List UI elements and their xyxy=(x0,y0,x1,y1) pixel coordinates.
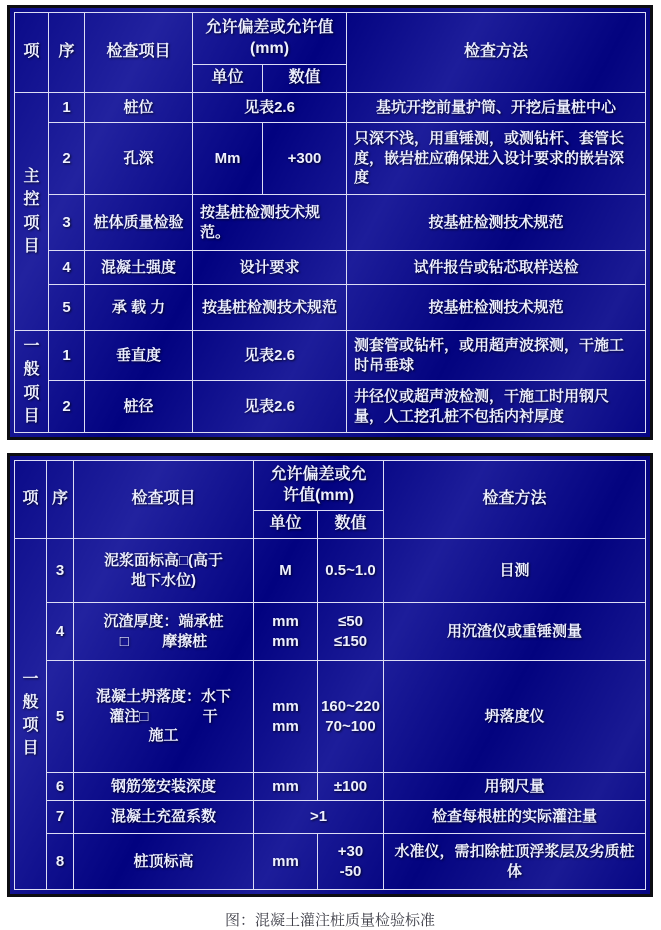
table-row xyxy=(15,801,646,834)
inspection-table-bottom xyxy=(7,453,653,897)
table1-header-value: 数值 xyxy=(263,65,347,93)
table2-header-item: 项 xyxy=(15,461,47,539)
row-method: 试件报告或钻芯取样送检 xyxy=(347,251,646,285)
row-method: 按基桩检测技术规范 xyxy=(347,195,646,251)
row-name: 桩体质量检验 xyxy=(85,195,193,251)
row-name: 承 载 力 xyxy=(85,285,193,331)
row-name: 混凝土强度 xyxy=(85,251,193,285)
row-tolerance: 见表2.6 xyxy=(193,93,347,123)
row-name: 钢筋笼安装深度 xyxy=(74,773,254,801)
row-name: 沉渣厚度：端承桩 □ 摩擦桩 xyxy=(74,603,254,661)
row-seq: 1 xyxy=(49,331,85,381)
row-seq: 1 xyxy=(49,93,85,123)
row-unit: mm xyxy=(254,834,318,890)
row-method: 按基桩检测技术规范 xyxy=(347,285,646,331)
row-name: 混凝土坍落度：水下 灌注□ 干 施工 xyxy=(74,661,254,773)
table2-header-unit: 单位 xyxy=(254,511,318,539)
row-value: ±100 xyxy=(318,773,384,801)
row-seq: 6 xyxy=(47,773,74,801)
table-row xyxy=(15,93,646,123)
table-row xyxy=(15,381,646,433)
row-name: 桩径 xyxy=(85,381,193,433)
row-unit: Mm xyxy=(193,123,263,195)
row-method: 测套管或钻杆，或用超声波探测，干施工时吊垂球 xyxy=(347,331,646,381)
table2-header-row xyxy=(15,461,646,511)
group-label-general: 一 般 项 目 xyxy=(15,331,49,433)
row-name: 泥浆面标高□(高于 地下水位) xyxy=(74,539,254,603)
table-row xyxy=(15,661,646,773)
row-seq: 5 xyxy=(49,285,85,331)
table2-header-inspection: 检查项目 xyxy=(74,461,254,539)
row-unit: mm mm xyxy=(254,603,318,661)
table1-header-tolerance: 允许偏差或允许值 (mm) xyxy=(193,13,347,65)
table2-header-value: 数值 xyxy=(318,511,384,539)
row-method: 只深不浅，用重锤测，或测钻杆、套管长度，嵌岩桩应确保进入设计要求的嵌岩深度 xyxy=(347,123,646,195)
row-method: 目测 xyxy=(384,539,646,603)
row-seq: 2 xyxy=(49,123,85,195)
row-seq: 4 xyxy=(49,251,85,285)
table-row xyxy=(15,603,646,661)
row-method: 坍落度仪 xyxy=(384,661,646,773)
group-label-general: 一 般 项 目 xyxy=(15,539,47,890)
row-tolerance: 见表2.6 xyxy=(193,331,347,381)
table1-header-inspection: 检查项目 xyxy=(85,13,193,93)
row-unit: mm mm xyxy=(254,661,318,773)
row-seq: 3 xyxy=(49,195,85,251)
row-tolerance: 见表2.6 xyxy=(193,381,347,433)
row-seq: 5 xyxy=(47,661,74,773)
row-name: 混凝土充盈系数 xyxy=(74,801,254,834)
table-row xyxy=(15,285,646,331)
table-row xyxy=(15,834,646,890)
row-unit: M xyxy=(254,539,318,603)
row-value: ≤50 ≤150 xyxy=(318,603,384,661)
row-method: 用钢尺量 xyxy=(384,773,646,801)
table-row xyxy=(15,331,646,381)
row-seq: 8 xyxy=(47,834,74,890)
row-name: 桩顶标高 xyxy=(74,834,254,890)
row-seq: 3 xyxy=(47,539,74,603)
row-name: 垂直度 xyxy=(85,331,193,381)
table-row xyxy=(15,539,646,603)
row-value: +30 -50 xyxy=(318,834,384,890)
table-row xyxy=(15,195,646,251)
row-value: +300 xyxy=(263,123,347,195)
row-method: 基坑开挖前量护筒、开挖后量桩中心 xyxy=(347,93,646,123)
table2-header-method: 检查方法 xyxy=(384,461,646,539)
row-tolerance: 按基桩检测技术规范 xyxy=(193,285,347,331)
table2-header-tolerance: 允许偏差或允 许值(mm) xyxy=(254,461,384,511)
row-value: 160~220 70~100 xyxy=(318,661,384,773)
table1-header-method: 检查方法 xyxy=(347,13,646,93)
row-method: 水准仪，需扣除桩顶浮浆层及劣质桩体 xyxy=(384,834,646,890)
row-tolerance: 设计要求 xyxy=(193,251,347,285)
table-row xyxy=(15,773,646,801)
table1-header-row xyxy=(15,13,646,65)
inspection-table-top xyxy=(7,5,653,440)
group-label-main-control: 主 控 项 目 xyxy=(15,93,49,331)
row-seq: 2 xyxy=(49,381,85,433)
table1-header-seq: 序 xyxy=(49,13,85,93)
row-seq: 7 xyxy=(47,801,74,834)
table-row xyxy=(15,251,646,285)
row-seq: 4 xyxy=(47,603,74,661)
table-row xyxy=(15,123,646,195)
row-method: 井径仪或超声波检测，干施工时用钢尺量，人工挖孔桩不包括内衬厚度 xyxy=(347,381,646,433)
table2-header-seq: 序 xyxy=(47,461,74,539)
row-name: 桩位 xyxy=(85,93,193,123)
row-method: 用沉渣仪或重锤测量 xyxy=(384,603,646,661)
row-tolerance: 按基桩检测技术规范。 xyxy=(193,195,347,251)
row-tolerance: >1 xyxy=(254,801,384,834)
row-unit: mm xyxy=(254,773,318,801)
table1-header-item: 项 xyxy=(15,13,49,93)
row-value: 0.5~1.0 xyxy=(318,539,384,603)
figure-caption: 图：混凝土灌注桩质量检验标准 xyxy=(224,912,435,929)
row-name: 孔深 xyxy=(85,123,193,195)
table1-header-unit: 单位 xyxy=(193,65,263,93)
row-method: 检查每根桩的实际灌注量 xyxy=(384,801,646,834)
